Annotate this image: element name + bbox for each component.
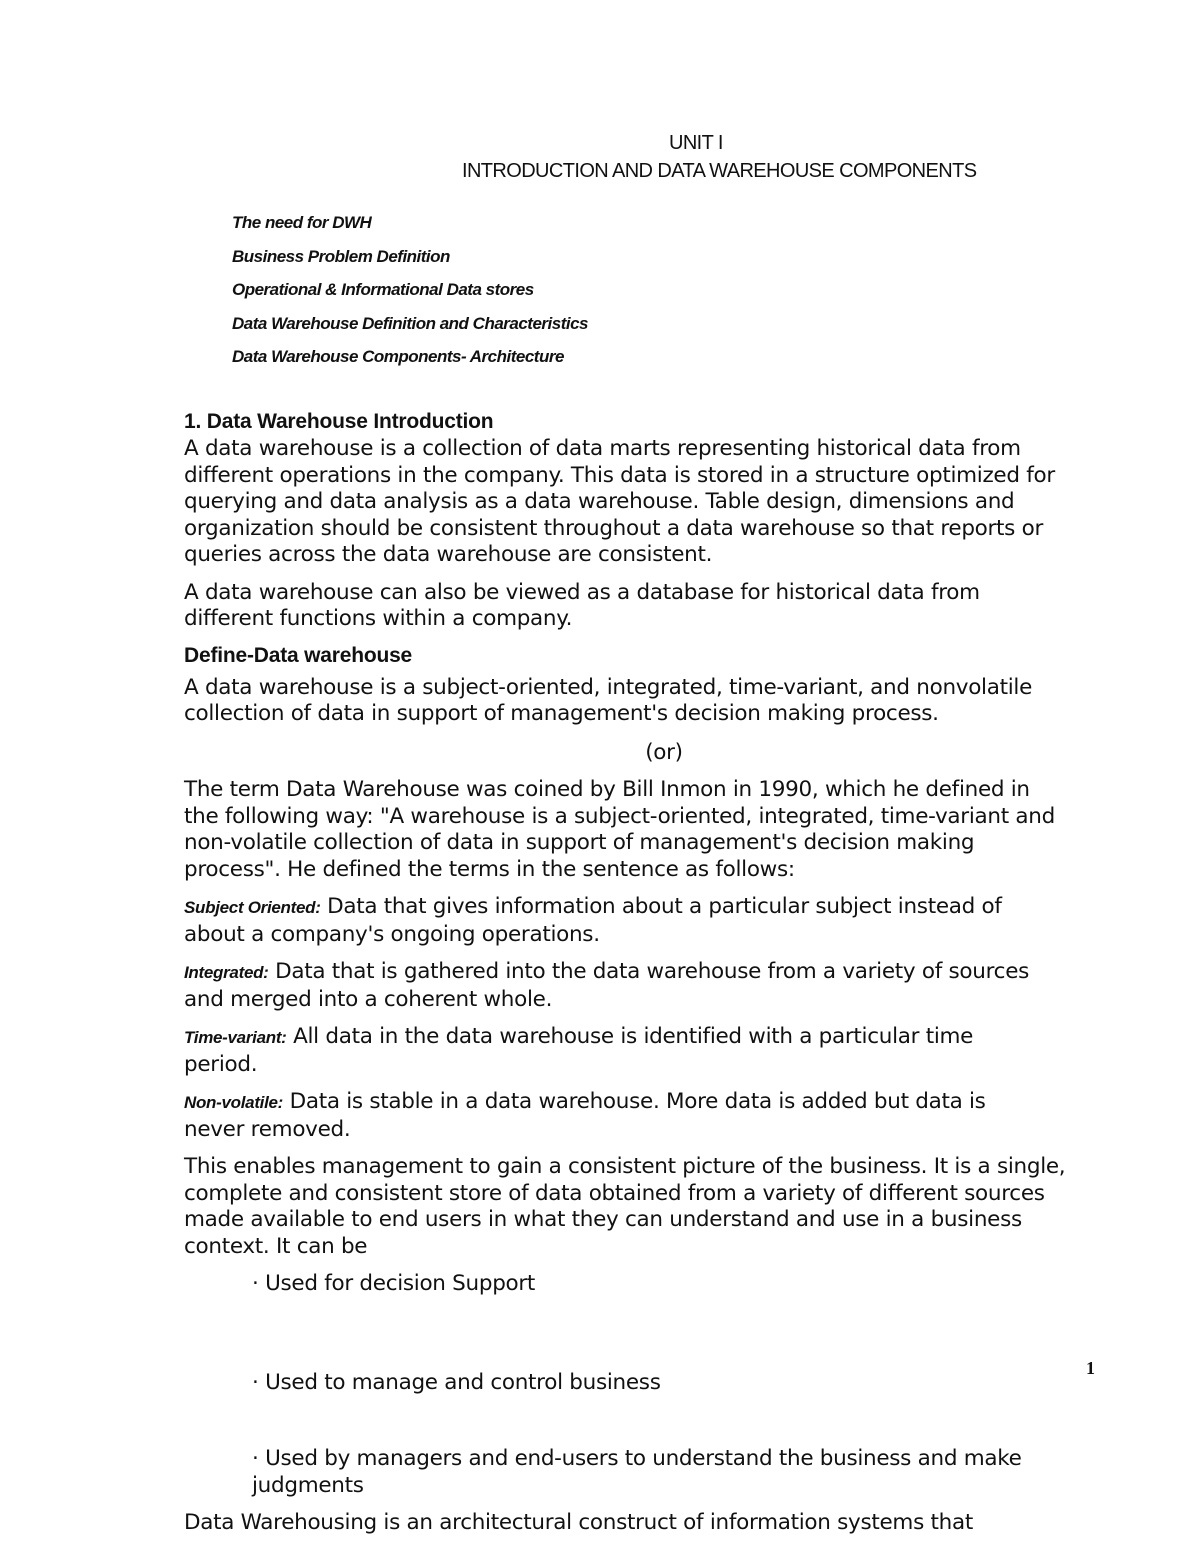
text-line: A data warehouse is a collection of data marts representing historical data from: [184, 436, 1021, 461]
term-definition: [184, 894, 1134, 948]
bullet-item: [252, 1446, 1134, 1499]
text-line: and merged into a coherent whole.: [184, 986, 553, 1012]
topic-item: Operational & Informational Data stores: [232, 280, 534, 299]
text-line: · Used by managers and end-users to understand the business and make: [252, 1446, 1022, 1471]
text-line: made available to end users in what they can understand and use in a business: [184, 1207, 1022, 1232]
text-line: The term Data Warehouse was coined by Bill Inmon in 1990, which he defined in: [184, 777, 1030, 802]
topic-item: The need for DWH: [232, 213, 372, 232]
body-content: [184, 408, 1134, 1537]
text-line: Data Warehousing is an architectural construct of information systems that: [184, 1510, 973, 1535]
text-line: collection of data in support of management's decision making process.: [184, 701, 939, 726]
term-label: Non-volatile:: [184, 1093, 284, 1112]
text-line: about a company's ongoing operations.: [184, 921, 600, 947]
text-line: complete and consistent store of data obtained from a variety of different sources: [184, 1180, 1045, 1206]
bullet-item: · Used for decision Support: [252, 1271, 536, 1296]
term-text: Data that gives information about a particular subject instead of: [320, 894, 1002, 919]
term-label: Integrated:: [184, 963, 269, 982]
text-line: querying and data analysis as a data warehouse. Table design, dimensions and: [184, 489, 1015, 514]
page-number: 1: [1086, 1358, 1095, 1378]
term-definition: [184, 1089, 1134, 1143]
text-line: [184, 894, 1134, 922]
term-label: Subject Oriented:: [184, 898, 321, 917]
topic-item: Business Problem Definition: [232, 246, 450, 266]
text-line: [184, 959, 1134, 987]
topic-item: Data Warehouse Definition and Characteristics: [232, 313, 589, 333]
unit-label: UNIT I: [669, 132, 723, 154]
text-line: the following way: "A warehouse is a subject-oriented, integrated, time-variant and: [184, 803, 1055, 829]
term-text: Data is stable in a data warehouse. More data is added but data is: [283, 1089, 986, 1114]
term-label: Time-variant:: [184, 1028, 287, 1047]
enables-paragraph: [184, 1154, 1134, 1260]
history-paragraph: [184, 580, 1134, 633]
text-line: different functions within a company.: [184, 606, 573, 631]
text-line: non-volatile collection of data in support of management's decision making: [184, 830, 975, 855]
intro-paragraph: [184, 436, 1134, 569]
text-line: context. It can be: [184, 1233, 368, 1259]
section-heading: 1. Data Warehouse Introduction: [184, 410, 494, 433]
term-definition: [184, 959, 1134, 1013]
or-separator: (or): [645, 739, 683, 765]
text-line: [184, 1089, 1134, 1117]
term-definition: [184, 1024, 1134, 1078]
text-line: organization should be consistent throughout a data warehouse so that reports or: [184, 515, 1044, 541]
text-line: period.: [184, 1051, 258, 1077]
text-line: A data warehouse is a subject-oriented, integrated, time-variant, and nonvolatile: [184, 674, 1033, 700]
definition-paragraph: [184, 675, 1134, 728]
text-line: This enables management to gain a consistent picture of the business. It is a single,: [184, 1154, 1066, 1179]
topic-list: [232, 213, 588, 381]
text-line: different operations in the company. This data is stored in a structure optimized for: [184, 462, 1055, 488]
text-line: process". He defined the terms in the sentence as follows:: [184, 856, 795, 882]
text-line: A data warehouse can also be viewed as a database for historical data from: [184, 579, 980, 605]
page-title: INTRODUCTION AND DATA WAREHOUSE COMPONENTS: [462, 160, 977, 182]
text-line: queries across the data warehouse are consistent.: [184, 542, 713, 567]
subsection-heading: Define-Data warehouse: [184, 643, 413, 667]
text-line: judgments: [252, 1472, 364, 1498]
bullet-item: · Used to manage and control business: [252, 1369, 661, 1395]
term-text: Data that is gathered into the data warehouse from a variety of sources: [268, 959, 1030, 984]
text-line: never removed.: [184, 1116, 351, 1142]
term-text: All data in the data warehouse is identified with a particular time: [286, 1024, 974, 1049]
topic-item: Data Warehouse Components- Architecture: [232, 347, 564, 366]
inmon-paragraph: [184, 777, 1134, 883]
text-line: [184, 1024, 1134, 1052]
